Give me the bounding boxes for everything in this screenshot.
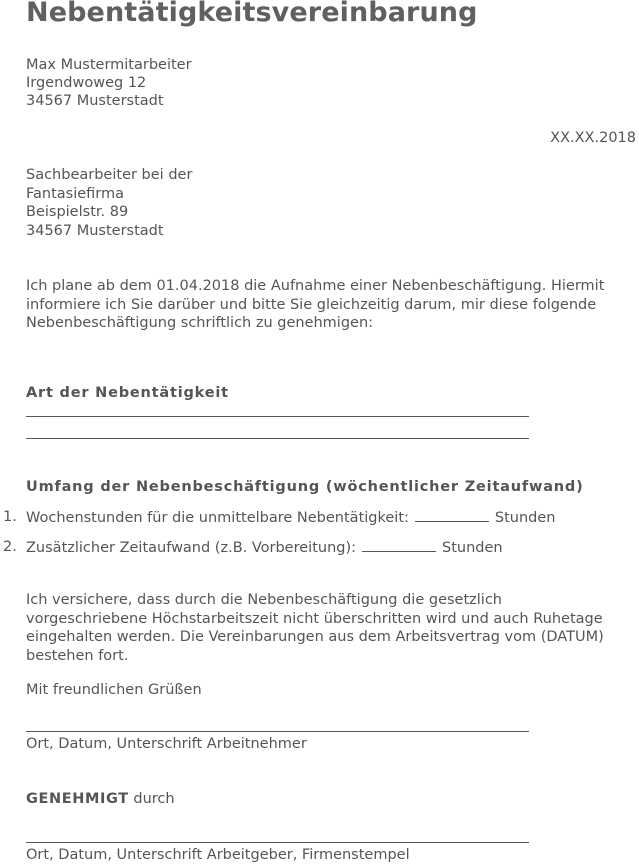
assurance-line-3: eingehalten werden. Die Vereinbarungen aus dem Arbeitsvertrag vom (DATUM) bbox=[26, 629, 604, 645]
approval-rest: durch bbox=[133, 791, 175, 807]
sender-name: Max Mustermitarbeiter bbox=[26, 57, 192, 73]
recipient-city: 34567 Musterstadt bbox=[26, 223, 164, 239]
item-number: 2. bbox=[3, 539, 17, 555]
fill-line-art-2 bbox=[26, 438, 529, 439]
approval-keyword: GENEHMIGT bbox=[26, 791, 129, 807]
hours-blank-field bbox=[415, 508, 489, 522]
sender-city: 34567 Musterstadt bbox=[26, 93, 164, 109]
fill-line-art-1 bbox=[26, 416, 529, 417]
section-heading-umfang: Umfang der Nebenbeschäftigung (wöchentlicher Zeitaufwand) bbox=[26, 479, 584, 495]
hours-blank-field bbox=[362, 538, 436, 552]
recipient-line-2: Fantasiefirma bbox=[26, 186, 125, 202]
signature-line-employer bbox=[26, 842, 529, 843]
item-unit: Stunden bbox=[494, 510, 556, 526]
approval-label bbox=[26, 790, 175, 809]
assurance-line-2: vorgeschriebene Höchstarbeitszeit nicht überschritten wird und auch Ruhetage bbox=[26, 611, 603, 627]
letter-date: XX.XX.2018 bbox=[550, 130, 636, 146]
item-label: Zusätzlicher Zeitaufwand (z.B. Vorbereitung): bbox=[26, 540, 357, 556]
assurance-line-4: bestehen fort. bbox=[26, 648, 129, 664]
section-heading-art: Art der Nebentätigkeit bbox=[26, 385, 229, 401]
item-number: 1. bbox=[3, 509, 17, 525]
item-unit: Stunden bbox=[442, 540, 503, 556]
intro-line-3: Nebenbeschäftigung schriftlich zu genehmigen: bbox=[26, 315, 374, 331]
intro-line-1: Ich plane ab dem 01.04.2018 die Aufnahme einer Nebenbeschäftigung. Hiermit bbox=[26, 278, 605, 294]
signature-caption-employer: Ort, Datum, Unterschrift Arbeitgeber, Firmenstempel bbox=[26, 847, 410, 863]
recipient-line-1: Sachbearbeiter bei der bbox=[26, 167, 193, 183]
assurance-line-1: Ich versichere, dass durch die Nebenbeschäftigung die gesetzlich bbox=[26, 592, 502, 608]
signature-caption-employee: Ort, Datum, Unterschrift Arbeitnehmer bbox=[26, 736, 307, 752]
item-label: Wochenstunden für die unmittelbare Nebentätigkeit: bbox=[26, 510, 409, 526]
signature-line-employee bbox=[26, 731, 529, 732]
document-title: Nebentätigkeitsvereinbarung bbox=[26, 0, 478, 28]
recipient-street: Beispielstr. 89 bbox=[26, 204, 129, 220]
closing-greeting: Mit freundlichen Grüßen bbox=[26, 682, 202, 698]
sender-street: Irgendwoweg 12 bbox=[26, 75, 147, 91]
intro-line-2: informiere ich Sie darüber und bitte Sie gleichzeitig darum, mir diese folgende bbox=[26, 297, 597, 313]
